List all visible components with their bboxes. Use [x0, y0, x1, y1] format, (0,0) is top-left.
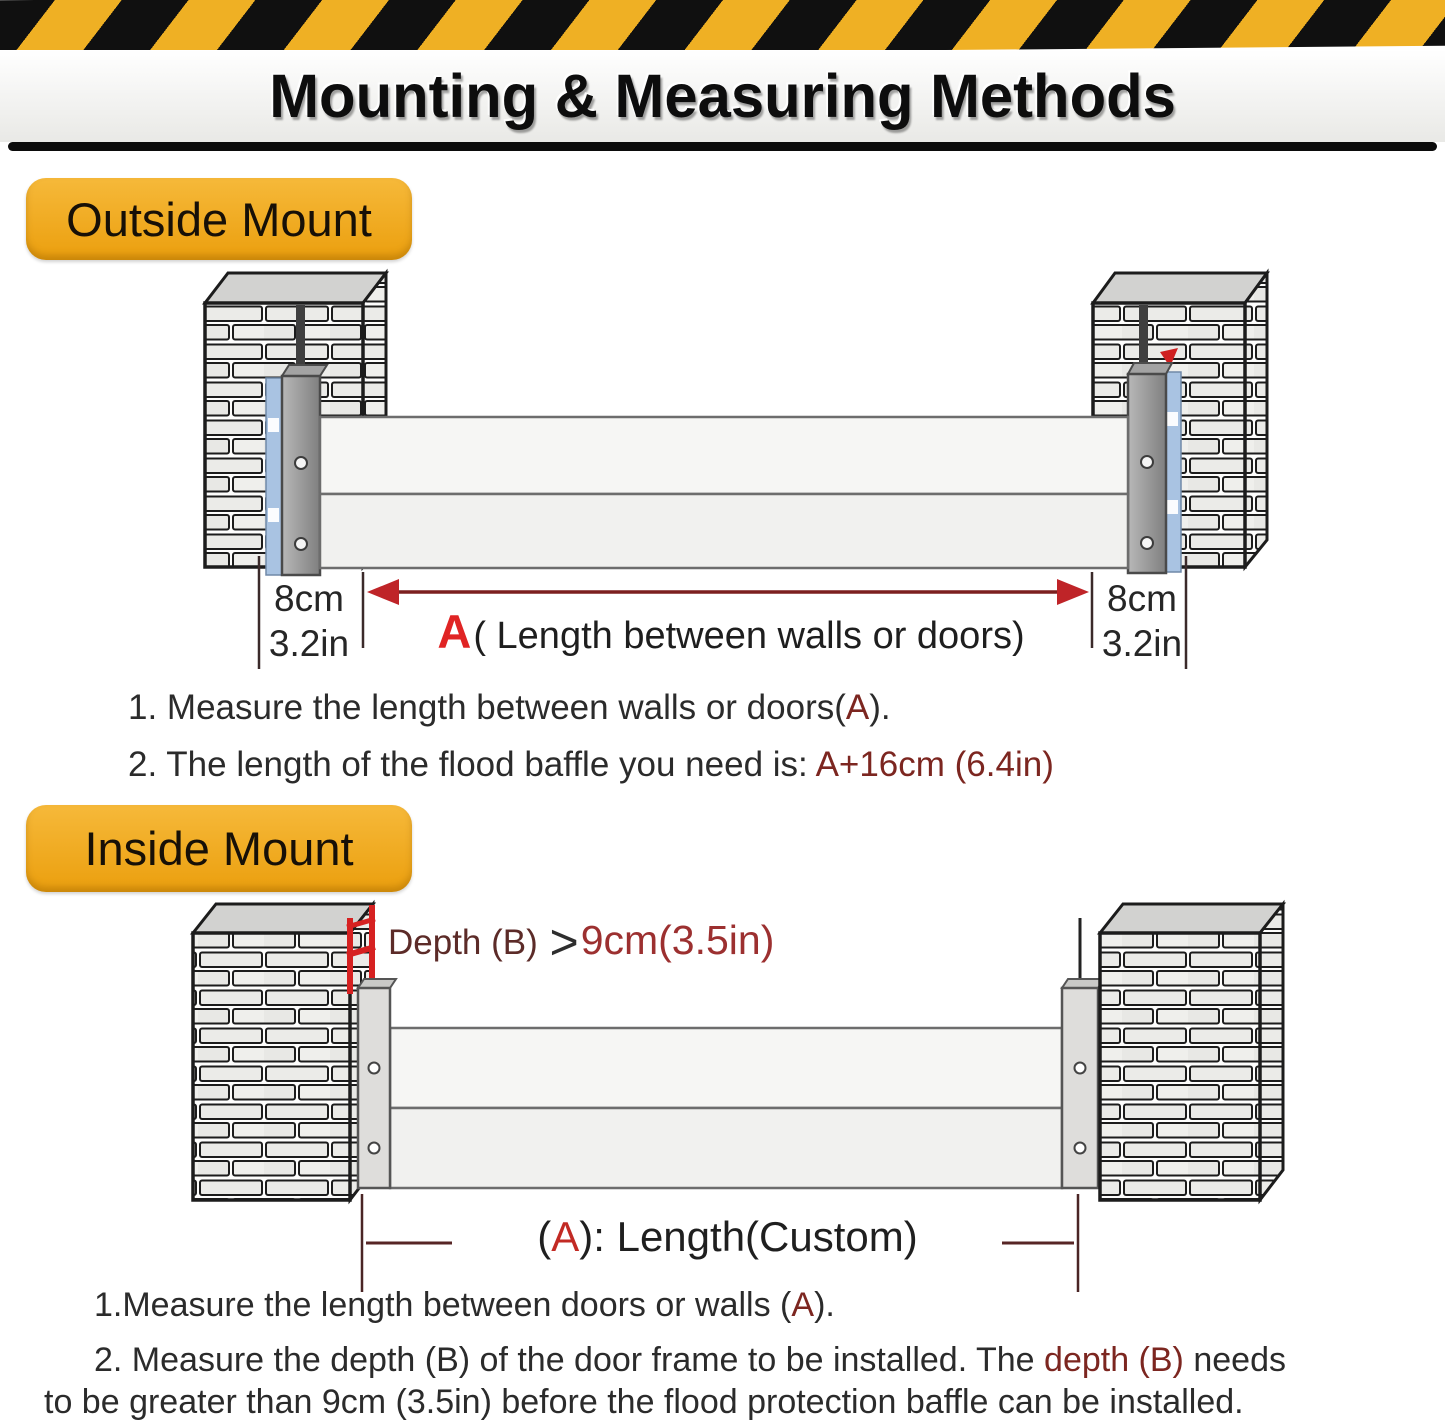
- arrowhead-left: [367, 579, 399, 605]
- right-offset-inch: 3.2in: [1101, 623, 1183, 665]
- outside-mount-badge-label: Outside Mount: [66, 192, 372, 246]
- greater-than-sign: >: [549, 914, 579, 970]
- left-mounting-bracket: [266, 365, 327, 575]
- left-offset-inch: 3.2in: [268, 623, 350, 665]
- right-channel-inside: [1062, 979, 1104, 1188]
- custom-length-label: (A): Length(Custom): [537, 1213, 918, 1260]
- inside-mount-badge: [26, 805, 412, 892]
- custom-length-accent-a: A: [551, 1213, 580, 1260]
- depth-label: Depth (B): [388, 923, 548, 962]
- right-offset-cm: 8cm: [1107, 578, 1177, 619]
- inside-step-1: 1.Measure the length between doors or walls (A).: [94, 1286, 835, 1324]
- inside-mount-badge-label: Inside Mount: [84, 822, 354, 875]
- title-underline-bar: [8, 142, 1437, 151]
- left-brick-pillar-inside: [193, 904, 373, 1200]
- inside-mount-diagram: [0, 895, 1445, 1295]
- length-accent-a: A: [437, 605, 472, 658]
- outside-mount-badge: [26, 178, 412, 260]
- title-band: [0, 50, 1445, 142]
- inside-step-2: 2. Measure the depth (B) of the door frame to be installed. The depth (B) needs: [94, 1341, 1286, 1379]
- arrowhead-right: [1057, 579, 1089, 605]
- right-offset-dimension: [1096, 576, 1188, 666]
- length-label-rest: ( Length between walls or doors): [473, 615, 1025, 657]
- depth-requirement-note: [388, 913, 774, 971]
- outside-mount-instructions: [128, 688, 1054, 785]
- flood-barrier-panels-inside: [390, 1028, 1062, 1188]
- right-brick-pillar-inside: [1100, 904, 1283, 1200]
- outside-step-1: 1. Measure the length between walls or doors(A).: [128, 688, 891, 727]
- left-offset-dimension: [256, 576, 362, 666]
- depth-value: 9cm(3.5in): [580, 917, 775, 963]
- page-title: Mounting & Measuring Methods: [269, 62, 1176, 130]
- right-mounting-bracket: [1128, 363, 1181, 573]
- left-channel-inside: [358, 979, 396, 1188]
- left-offset-cm: 8cm: [274, 578, 344, 619]
- inside-step-2-continued: to be greater than 9cm (3.5in) before the flood protection baffle can be installed.: [44, 1383, 1244, 1421]
- length-between-walls-label: [378, 604, 1084, 659]
- outside-step-2: 2. The length of the flood baffle you need is: A+16cm (6.4in): [128, 745, 1054, 784]
- flood-barrier-panels: [320, 417, 1128, 568]
- inside-mount-instructions: [44, 1286, 1444, 1421]
- outside-mount-diagram: [0, 260, 1445, 670]
